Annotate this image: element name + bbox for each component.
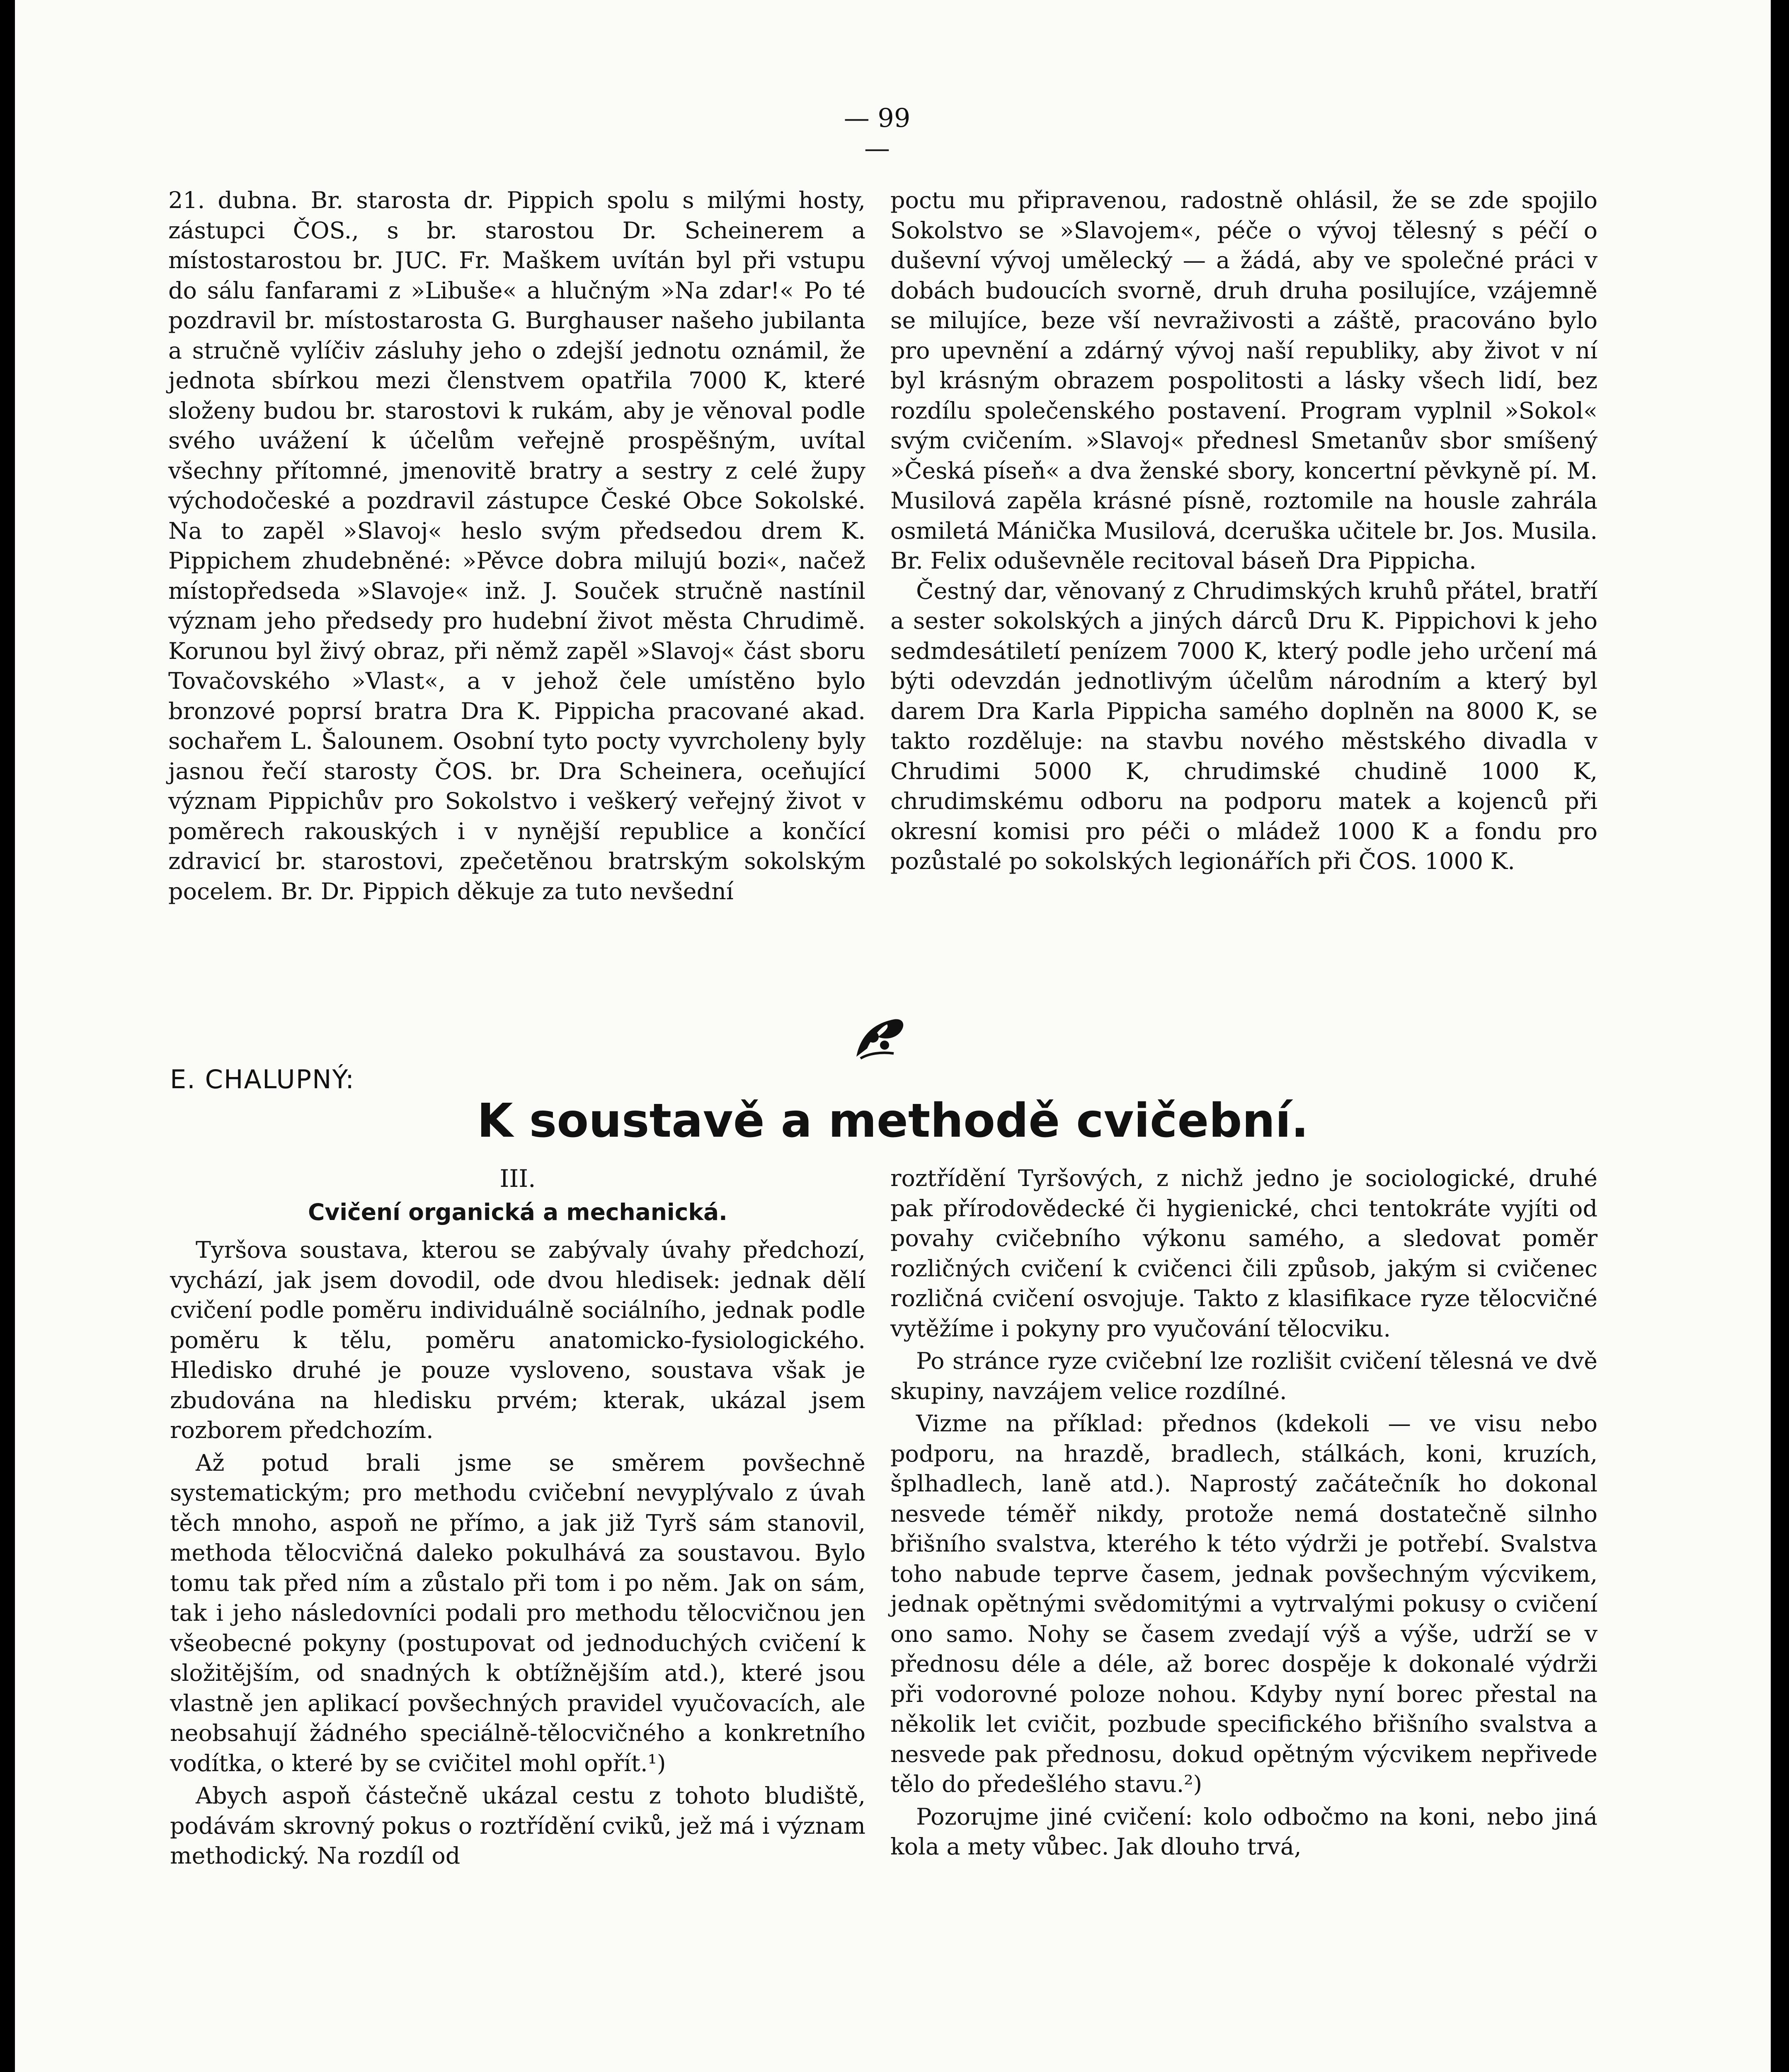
article-paragraph: Pozorujme jiné cvičení: kolo odbočmo na koni, nebo jiná kola a mety vůbec. Jak dlouho trvá, [890, 1803, 1597, 1860]
article-column-right [890, 1164, 1597, 1862]
article-paragraph: roztřídění Tyršových, z nichž jedno je sociologické, druhé pak přírodovědecké či hygienické, chci tentokráte vyjíti od povahy cvičebního výkonu samého, a sledovat poměr rozličných cvičení k cvičenci čili způsob, jakým si cvičenec rozličná cvičení osvojuje. Takto z klasifikace ryze tělocvičné vytěžíme i pokyny pro vyučování tělocviku. [890, 1165, 1597, 1342]
ornament-vignette-icon [844, 1007, 910, 1065]
article-column-left [170, 1164, 865, 1871]
section-title: Cvičení organická a mechanická. [308, 1198, 727, 1225]
report-paragraph: poctu mu připravenou, radostně ohlásil, že se zde spojilo Sokolstvo se »Slavojem«, péče o vývoj tělesný s péčí o duševní vývoj umělecký — a žádá, aby ve společné práci v dobách budoucích svorně, druh druha posilujíce, vzájemně se milujíce, beze vší nevraživosti a záště, pracováno bylo pro upevnění a zdárný vývoj naší republiky, aby život v ní byl krásným obrazem pospolitosti a lásky všech lidí, bez rozdílu společenského postavení. Program vyplnil »Sokol« svým cvičením. »Slavoj« přednesl Smetanův sbor smíšený »Česká píseň« a dva ženské sbory, koncertní pěvkyně pí. M. Musilová zapěla krásné písně, roztomile na housle zahrála osmiletá Mánička Musilová, dceruška učitele br. Jos. Musila. Br. Felix oduševněle recitoval báseň Dra Pippicha. [890, 187, 1597, 574]
article-paragraph: Abych aspoň částečně ukázal cestu z tohoto bludiště, podávám skrovný pokus o roztřídění cviků, jež má i význam methodický. Na rozdíl od [170, 1782, 865, 1869]
article-paragraph: Po stránce ryze cvičební lze rozlišit cvičení tělesná ve dvě skupiny, navzájem velice rozdílné. [890, 1348, 1597, 1405]
report-column-left [168, 186, 865, 907]
article-paragraph: Vizme na příklad: přednos (kdekoli — ve visu nebo podporu, na hrazdě, bradlech, stálkách, koni, kruzích, šplhadlech, laně atd.). Naprostý začátečník ho dokonal nesvede téměř nikdy, protože nemá dostatečně silnho břišního svalstva, kterého k této výdrži je potřebí. Svalstva toho nabude teprve časem, jednak povšechným výcvikem, jednak opětnými svědomitými a vytrvalými pokusy o cvičení ono samo. Nohy se časem zvedají výš a výše, udrží se v přednosu déle a déle, až borec dospěje k dokonalé výdrži při vodorovné poloze nohou. Kdyby nyní borec přestal na několik let cvičit, pozbude specifického břišního svalstva a nesvede pak přednosu, dokud opětným výcvikem nepřivede tělo do předešlého stavu.²) [890, 1410, 1597, 1798]
article-paragraph: Až potud brali jsme se směrem povšechně systematickým; pro methodu cvičební nevyplývalo z úvah těch mnoho, aspoň ne přímo, a jak již Tyrš sám stanovil, methoda tělocvičná daleko pokulhává za soustavou. Bylo tomu tak před ním a zůstalo při tom i po něm. Jak on sám, tak i jeho následovníci podali pro methodu tělocvičnou jen všeobecné pokyny (postupovat od jednoduchých cvičení k složitějším, od snadných k obtížnějším atd.), které jsou vlastně jen aplikací povšechných pravidel vyučovacích, ale neobsahují žádného speciálně-tělocvičného a konkretního vodítka, o které by se cvičitel mohl opřít.¹) [170, 1449, 865, 1777]
article-author: E. CHALUPNÝ: [170, 1064, 355, 1094]
report-column-right [890, 186, 1597, 877]
report-paragraph: Čestný dar, věnovaný z Chrudimských kruhů přátel, bratří a sester sokolských a jiných dárců Dru K. Pippichovi k jeho sedmdesátiletí penízem 7000 K, který podle jeho určení má býti odevzdán jednotlivým účelům národním a který byl darem Dra Karla Pippicha samého doplněn na 8000 K, se takto rozděluje: na stavbu nového městského divadla v Chrudimi 5000 K, chrudimské chudině 1000 K, chrudimskému odboru na podporu matek a kojenců při okresní komisi pro péči o mládež 1000 K a fondu pro pozůstalé po sokolských legionářích při ČOS. 1000 K. [890, 577, 1597, 875]
article-paragraph: Tyršova soustava, kterou se zabývaly úvahy předchozí, vychází, jak jsem dovodil, ode dvou hledisek: jednak dělí cvičení podle poměru individuálně sociálního, jednak podle poměru k tělu, poměru anatomicko-fysiologického. Hledisko druhé je pouze vysloveno, soustava však je zbudována na hledisku prvém; kterak, ukázal jsem rozborem předchozím. [170, 1237, 865, 1444]
section-number: III. [499, 1164, 536, 1193]
page-number: — 99 — [844, 103, 911, 163]
report-paragraph: 21. dubna. Br. starosta dr. Pippich spolu s milými hosty, zástupci ČOS., s br. starostou Dr. Scheinerem a místostarostou br. JUC. Fr. Maškem uvítán byl při vstupu do sálu fanfarami z »Libuše« a hlučným »Na zdar!« Po té pozdravil br. místostarosta G. Burghauser našeho jubilanta a stručně vylíčiv zásluhy jeho o zdejší jednotu oznámil, že jednota sbírkou mezi členstvem opatřila 7000 K, které složeny budou br. starostovi k rukám, aby je věnoval podle svého uvážení k účelům veřejně prospěšným, uvítal všechny přítomné, jmenovitě bratry a sestry z celé župy východočeské a pozdravil zástupce České Obce Sokolské. Na to zapěl »Slavoj« heslo svým předsedou drem K. Pippichem zhudebněné: »Pěvce dobra milujú bozi«, načež místopředseda »Slavoje« inž. J. Souček stručně nastínil význam jeho předsedy pro hudební život města Chrudimě. Korunou byl živý obraz, při němž zapěl »Slavoj« část sboru Tovačovského »Vlast«, a v jehož čele umístěno bylo bronzové poprsí bratra Dra K. Pippicha pracované akad. sochařem L. Šalounem. Osobní tyto pocty vyvrcholeny byly jasnou řečí starosty ČOS. br. Dra Scheinera, oceňující význam Pippichův pro Sokolstvo i veškerý veřejný život v poměrech rakouských i v nynější republice a končící zdravicí br. starostovi, zpečetěnou bratrským sokolským pocelem. Br. Dr. Pippich děkuje za tuto nevšední [168, 187, 865, 905]
article-title: K soustavě a methodě cvičební. [477, 1094, 1309, 1148]
page [15, 0, 1771, 2072]
